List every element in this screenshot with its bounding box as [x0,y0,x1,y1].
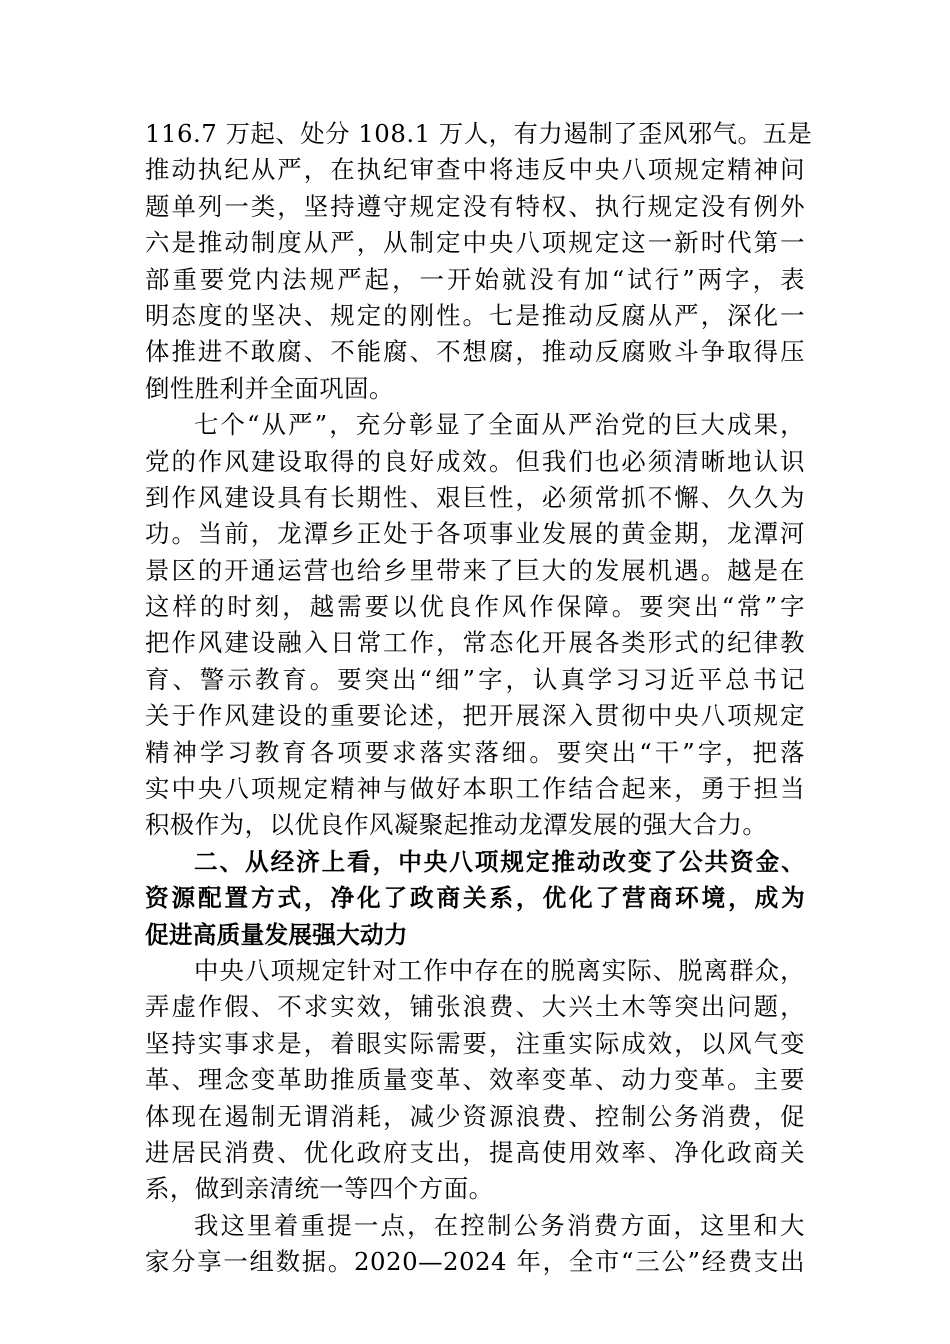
text-line: 精神学习教育各项要求落实落细。要突出“干”字，把落 [145,737,805,767]
text-line: 党的作风建设取得的良好成效。但我们也必须清晰地认识 [145,446,805,476]
text-line: 家分享一组数据。2020—2024 年，全市“三公”经费支出 [145,1247,805,1277]
text-line: 我这里着重提一点，在控制公务消费方面，这里和大 [194,1210,805,1240]
paragraph-continuation [145,116,813,407]
text-line: 功。当前，龙潭乡正处于各项事业发展的黄金期，龙潭河 [145,519,805,549]
text-line: 把作风建设融入日常工作，常态化开展各类形式的纪律教 [145,628,805,658]
paragraph-eight-rules [145,953,805,1208]
heading-line: 二、从经济上看，中央八项规定推动改变了公共资金、 [194,847,805,876]
text-line: 育、警示教育。要突出“细”字，认真学习习近平总书记 [145,664,805,694]
text-line: 这样的时刻，越需要以优良作风作保障。要突出“常”字 [145,592,805,622]
text-line: 部重要党内法规严起，一开始就没有加“试行”两字，表 [145,264,805,294]
text-line: 革、理念变革助推质量变革、效率变革、动力变革。主要 [145,1065,805,1095]
text-line: 景区的开通运营也给乡里带来了巨大的发展机遇。越是在 [145,555,805,585]
heading-line: 促进高质量发展强大动力 [145,920,408,949]
text-line: 七个“从严”，充分彰显了全面从严治党的巨大成果， [194,410,805,440]
text-line: 系，做到亲清统一等四个方面。 [145,1174,494,1204]
document-body [145,116,813,1281]
text-line: 116.7 万起、处分 108.1 万人，有力遏制了歪风邪气。五是 [145,119,813,148]
paragraph-public-spending [145,1208,805,1281]
text-line: 关于作风建设的重要论述，把开展深入贯彻中央八项规定 [145,701,805,731]
paragraph-seven-strict [145,407,805,844]
text-line: 弄虚作假、不求实效，铺张浪费、大兴土木等突出问题， [145,992,805,1022]
text-line: 明态度的坚决、规定的刚性。七是推动反腐从严，深化一 [145,300,805,330]
text-line: 实中央八项规定精神与做好本职工作结合起来，勇于担当 [145,774,805,804]
heading-line: 资源配置方式，净化了政商关系，优化了营商环境，成为 [145,884,805,913]
section-heading [145,844,805,953]
text-line: 体推进不敢腐、不能腐、不想腐，推动反腐败斗争取得压 [145,337,805,367]
text-line: 中央八项规定针对工作中存在的脱离实际、脱离群众， [194,955,805,985]
text-line: 坚持实事求是，着眼实际需要，注重实际成效，以风气变 [145,1028,805,1058]
text-line: 到作风建设具有长期性、艰巨性，必须常抓不懈、久久为 [145,482,805,512]
text-line: 积极作为，以优良作风凝聚起推动龙潭发展的强大合力。 [145,810,768,840]
text-line: 题单列一类，坚持遵守规定没有特权、执行规定没有例外 [145,191,805,221]
text-line: 推动执纪从严，在执纪审查中将违反中央八项规定精神问 [145,155,805,185]
text-line: 倒性胜利并全面巩固。 [145,373,394,403]
text-line: 六是推动制度从严，从制定中央八项规定这一新时代第一 [145,228,805,258]
text-line: 体现在遏制无谓消耗，减少资源浪费、控制公务消费，促 [145,1101,805,1131]
text-line: 进居民消费、优化政府支出，提高使用效率、净化政商关 [145,1137,805,1167]
